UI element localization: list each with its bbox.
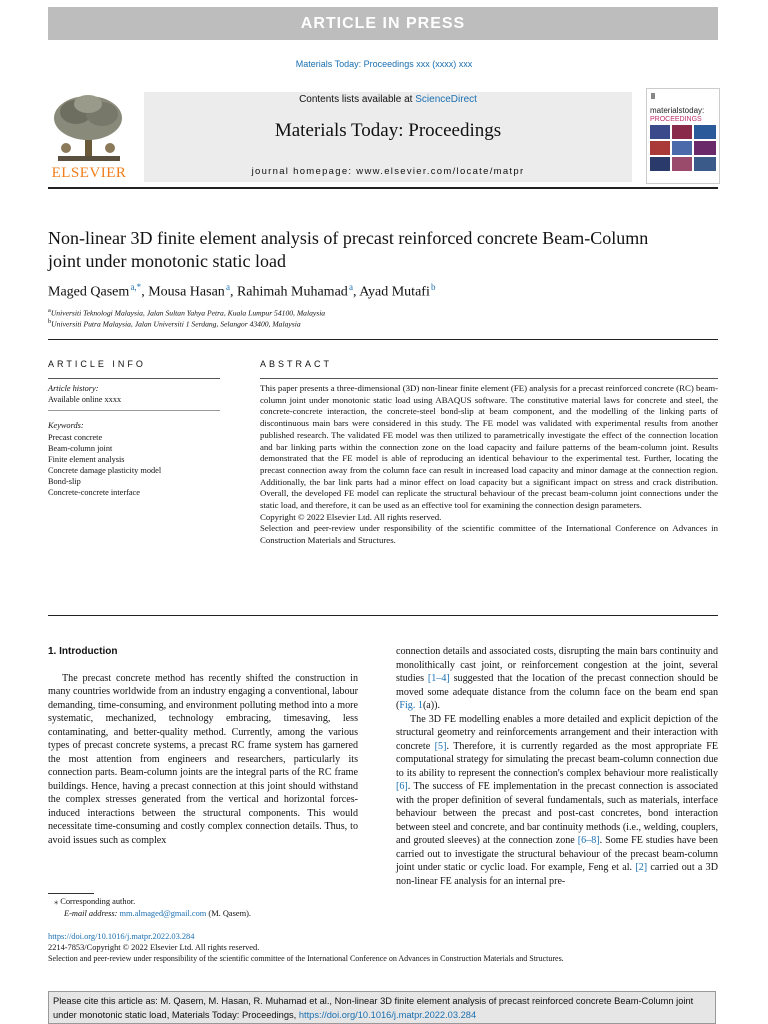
keyword: Concrete-concrete interface — [48, 488, 140, 497]
issn-note: 2214-7853/Copyright © 2022 Elsevier Ltd. All rights reserved. — [48, 943, 260, 952]
footnote-rule — [48, 893, 94, 894]
text-run: suggested that the location of the precast connection should be moved some adequate distance from the column face on the beam end span ( — [396, 673, 719, 711]
author-name[interactable]: Maged Qasem — [48, 284, 130, 300]
header-rule — [48, 187, 718, 189]
intro-paragraph: The precast concrete method has recently shifted the construction in many countries worldwide from an industry engaging a conventional, labour demanding, time-consuming, and environment polluting method into a more systematic, mechanized, technology embracing, timesaving, less contaminating, and better-quality method. Currently, among the various types of precast concrete systems, a precast RC frame system has garnered the most attention from engineers and researchers, particularly its connection parts. Beam-column joints are the integral parts of the RC frame buildings. Hence, having a precast connection at this joint should withstand the complex stresses generated from the vertical and horizontal forces-induced interactions between the structural components. This would necessitate time-consuming and costly complex connection details. Thus, to avoid issues such as complex — [48, 672, 358, 846]
abstract-text: This paper presents a three-dimensional (3D) non-linear finite element (FE) analysis for a precast reinforced concrete (RC) beam-column joint under monotonic static load using ABAQUS software. The constitutive material laws for concrete and steel, the concrete-concrete interaction, the concrete-steel bond-slip at beam component, and the modelling of the linking parts of discontinuous main bars were considered in this study. The FE model was validated with experimental results from another published research. The validated FE model was then utilized to parametrically investigate the effect of the connection location and bar linking parts within the connection zone on the load capacity and failure patterns of the beam-column joint. Results demonstrated that the FE model is able of reproducing an identical behaviour to the experimental test. Further, locating the precast connection away from the column face can result in increased load capacity and minor damage at the connection region. Additionally, the bar link parts had a minor effect on load capacity but a significant impact on stress and crack distribution. Overall, the developed FE model can replicate the structural behaviour of the precast beam-column joint connections under the static load, and therefore, it can be used as an effective tool for examining the connection design parameters. — [260, 383, 718, 511]
affiliation-sup: a — [48, 307, 51, 314]
author-affil-sup[interactable]: b — [431, 282, 436, 292]
author-name[interactable]: Ayad Mutafi — [359, 284, 430, 300]
author-affil-sup[interactable]: a — [225, 282, 230, 292]
abstract-copyright: Copyright © 2022 Elsevier Ltd. All rights reserved. — [260, 511, 442, 522]
author-name[interactable]: Mousa Hasan — [148, 284, 225, 300]
reference-link[interactable]: [5] — [434, 740, 447, 752]
author-name[interactable]: Rahimah Muhamad — [236, 284, 348, 300]
abstract-heading: ABSTRACT — [260, 359, 333, 369]
abstract-body — [260, 383, 718, 547]
keyword: Finite element analysis — [48, 455, 125, 464]
publisher-name: ELSEVIER — [51, 165, 127, 181]
article-title: Non-linear 3D finite element analysis of precast reinforced concrete Beam-Column joint under monotonic static load — [48, 228, 649, 271]
reference-link[interactable]: [6–8] — [577, 835, 600, 846]
keyword-list — [48, 432, 161, 498]
email-label: E-mail address: — [64, 909, 120, 918]
info-divider — [48, 378, 220, 379]
abstract-peer-review: Selection and peer-review under responsibility of the scientific committee of the International Conference on Advances in Construction Materials and Structures. — [260, 523, 718, 546]
doi-link[interactable]: https://doi.org/10.1016/j.matpr.2022.03.284 — [48, 932, 195, 941]
article-history-value: Available online xxxx — [48, 395, 122, 404]
journal-homepage[interactable]: journal homepage: www.elsevier.com/locate/matpr — [251, 166, 525, 177]
reference-link[interactable]: [6] — [396, 781, 408, 792]
citation-doi-link[interactable]: https://doi.org/10.1016/j.matpr.2022.03.284 — [298, 1010, 477, 1020]
affiliation — [48, 318, 301, 329]
text-run: The 3D FE modelling enables a more detailed and explicit depiction of the structural geometry and reinforcements arrangement and their interaction with concrete — [396, 713, 718, 752]
text-run: carried out a 3D non-linear FE analysis for an internal pre- — [396, 862, 719, 887]
text-run: (a)). — [422, 700, 441, 711]
cover-title-line1: materialstoday: — [650, 106, 705, 115]
doi-note — [48, 931, 194, 943]
citation-text: Please cite this article as: M. Qasem, M. Hasan, R. Muhamad et al., Non-linear 3D finite element analysis of precast reinforced concrete Beam-Column joint under monotonic static load, Materials Today: Proceedings, — [53, 996, 694, 1020]
contents-lists — [144, 94, 632, 105]
article-in-press-banner: ARTICLE IN PRESS — [48, 7, 718, 40]
reference-link[interactable]: [1–4] — [427, 673, 450, 684]
peer-review-note: Selection and peer-review under responsibility of the scientific committee of the International Conference on Advances in Construction Materials and Structures. — [48, 954, 564, 963]
text-run: . Therefore, it is currently regarded as the most appropriate FE computational strategy for simulating the precast beam-column connection due to its ability to represent the connection's complex behaviour more realistically — [396, 740, 718, 779]
journal-title: Materials Today: Proceedings — [274, 120, 502, 141]
keyword: Concrete damage plasticity model — [48, 466, 162, 475]
citation-box — [48, 991, 716, 1024]
author-list: Maged Qasem $^{a,*}$, Mousa Hasan $^a$, Rahimah Muhamad $^a$, Ayad Mutafi $^b$ — [48, 282, 436, 300]
section-heading: 1. Introduction — [48, 646, 118, 657]
text-run: . The success of FE implementation in the precast connection is associated with the proper definition of several fundamentals, such as materials, interface behaviour between the precast and post-cast concretes, bond interaction between steel and concrete, and bar continuity methods (i.e., welding, couplers, and grouted sleeves) at the connection zone — [396, 781, 718, 846]
article-history-label: Article history: — [48, 384, 99, 393]
journal-reference-link[interactable]: Materials Today: Proceedings xxx (xxxx) xxx — [295, 59, 473, 69]
figure-link[interactable]: Fig. 1 — [399, 700, 423, 711]
affiliation-text: Universiti Teknologi Malaysia, Jalan Sultan Yahya Petra, Kuala Lumpur 54100, Malaysia — [50, 308, 326, 318]
email-note — [64, 908, 251, 920]
article-info-heading: ARTICLE INFO — [48, 359, 146, 369]
journal-cover-thumbnail — [646, 88, 720, 184]
affiliation — [48, 307, 325, 318]
author-affil-sup[interactable]: a — [348, 282, 353, 292]
intro-right-column — [396, 645, 718, 888]
cover-title-line2: PROCEEDINGS — [650, 116, 702, 123]
contents-prefix: Contents lists available at — [299, 94, 416, 105]
corresponding-author-note: ⁎ Corresponding author. — [54, 897, 136, 906]
email-suffix: (M. Qasem). — [206, 909, 251, 918]
keywords-label: Keywords: — [48, 421, 84, 430]
abstract-divider — [260, 378, 718, 379]
text-run: connection details and associated costs, disrupting the main bars continuity and monolithically cast joint, or reinforcement congestion at the joint, several studies — [396, 646, 718, 684]
intro-paragraph — [396, 713, 718, 889]
info-rule — [48, 339, 718, 340]
keyword: Beam-column joint — [48, 444, 113, 453]
keyword: Bond-slip — [48, 477, 81, 486]
affiliation-sup: b — [48, 318, 52, 325]
sciencedirect-link[interactable]: ScienceDirect — [415, 94, 477, 105]
keyword: Precast concrete — [48, 433, 103, 442]
abstract-end-rule — [48, 615, 718, 616]
text-run: . Some FE studies have been carried out to investigate the structural behaviour of the precast beam-column joint under static or cyclic load. For example, Feng et al. — [396, 835, 718, 873]
history-divider — [48, 410, 220, 411]
affiliation-text: Universiti Putra Malaysia, Jalan Universiti 1 Serdang, Selangor 43400, Malaysia — [51, 319, 301, 329]
intro-paragraph — [396, 645, 718, 713]
email-link[interactable]: mm.almaged@gmail.com — [119, 909, 207, 918]
intro-left-column — [48, 645, 358, 847]
author-affil-sup[interactable]: a,* — [130, 282, 142, 292]
reference-link[interactable]: [2] — [635, 862, 648, 873]
